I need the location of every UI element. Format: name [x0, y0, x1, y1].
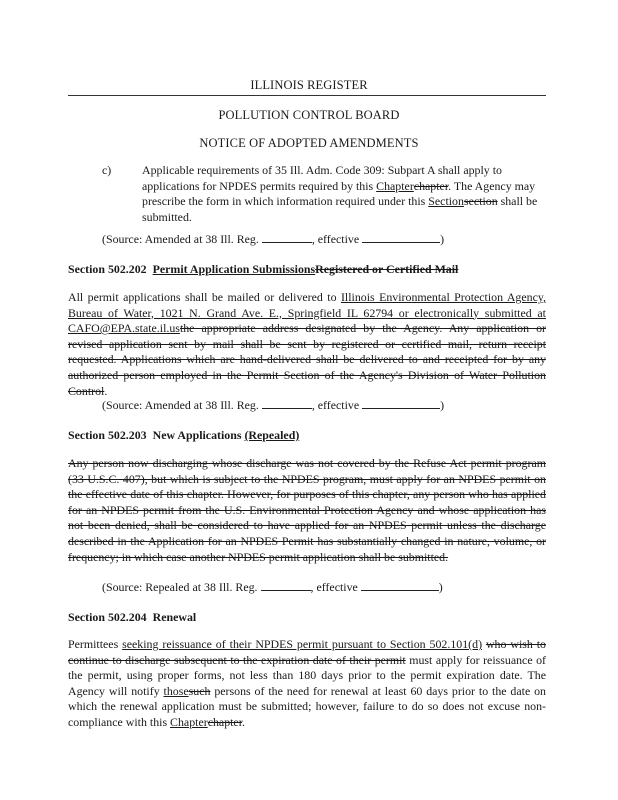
deleted-text: who wish to continue to discharge subsequent to the expiration date of their permit [68, 637, 546, 667]
inserted-text: Chapter [376, 178, 414, 193]
section-502-204-heading: Section 502.204 Renewal [68, 610, 197, 624]
inserted-text: (Repealed) [244, 428, 300, 442]
deleted-text: section [463, 194, 498, 209]
inserted-text: Chapter [170, 714, 208, 729]
deleted-text: Any person now discharging whose discharge was not covered by the Refuse Act permit program (33 U.S.C. 407), but which is subject to the NPDES program, must apply for an NPDES permit on the effective date of this chapter. However, for purposes of this chapter, any person who has applied for an NPDES permit from the U.S. Environmental Protection Agency and whose application has not been denied, shall be considered to have applied for an NPDES permit unless the discharge described in the Application for an NPDES Permit has substantially changed in nature, volume, or frequency; in which case another NPDES permit application shall be submitted. [68, 456, 546, 564]
inserted-text: Permit Application Submissions [152, 262, 316, 276]
section-502-202-text: All permit applications shall be mailed or delivered to Illinois Environmental Protection Agency, Bureau of Water, 1021 N. Grand Ave. E., Springfield IL 62794 or electronically submitted at CAFO@EPA.state.il.usthe appropriate address designated by the Agency. Any application or revised application sent by mail shall be sent by registered or certified mail, return receipt requested. Applications which are hand-delivered shall be delivered to and receipted for by any authorized person employed in the Permit Section of the Agency's Division of Water Pollution Control. [68, 290, 547, 398]
section-502-202-heading: Section 502.202 Permit Application SubmissionsRegistered or Certified Mail [68, 262, 459, 276]
deleted-text: chapter [207, 714, 243, 729]
inserted-text: Section [428, 194, 464, 209]
inserted-text: seeking reissuance of their NPDES permit pursuant to Section 502.101(d) [122, 637, 483, 651]
board-title: POLLUTION CONTROL BOARD [218, 108, 400, 122]
notice-title: NOTICE OF ADOPTED AMENDMENTS [199, 136, 419, 150]
source-note-1: (Source: Amended at 38 Ill. Reg. , effective ) [102, 232, 445, 246]
section-502-203-heading: Section 502.203 New Applications (Repealed) [68, 428, 300, 442]
subsection-c-text: Applicable requirements of 35 Ill. Adm. Code 309: Subpart A shall apply to applications for NPDES permits required by this Chapterchapter. The Agency may prescribe the form in which information required under this Sectionsection shall be submitted. [142, 163, 538, 224]
register-title: ILLINOIS REGISTER [250, 78, 368, 92]
subsection-label: c) [102, 163, 112, 177]
deleted-text: the appropriate address designated by the Agency. Any application or revised application sent by mail shall be sent by registered or certified mail, return receipt requested. Applications which are hand-delivered shall be delivered to and receipted for by any authorized person employed in the Permit Section of the Agency's Division of Water Pollution Control [68, 321, 546, 398]
section-502-204-text: Permittees seeking reissuance of their NPDES permit pursuant to Section 502.101(d) who wish to continue to discharge subsequent to the expiration date of their permit must apply for reissuance of the permit, using proper forms, not less than 180 days prior to the permit expiration date. The Agency will notify thosesuch persons of the need for renewal at least 60 days prior to the date on which the renewal application must be submitted; however, failure to do so does not excuse non-compliance with this Chapterchapter. [68, 637, 547, 729]
source-note-3: (Source: Repealed at 38 Ill. Reg. , effective ) [102, 580, 443, 594]
deleted-text: Registered or Certified Mail [315, 262, 459, 276]
inserted-text: those [163, 683, 189, 698]
deleted-text: such [188, 683, 211, 698]
deleted-text: chapter [413, 178, 449, 193]
section-502-203-text [68, 456, 546, 565]
source-note-2: (Source: Amended at 38 Ill. Reg. , effective ) [102, 398, 445, 412]
inserted-text: Illinois Environmental Protection Agency, Bureau of Water, 1021 N. Grand Ave. E., Springfield IL 62794 or electronically submitted at CAFO@EPA.state.il.us [68, 290, 547, 336]
header-rule [68, 95, 546, 96]
